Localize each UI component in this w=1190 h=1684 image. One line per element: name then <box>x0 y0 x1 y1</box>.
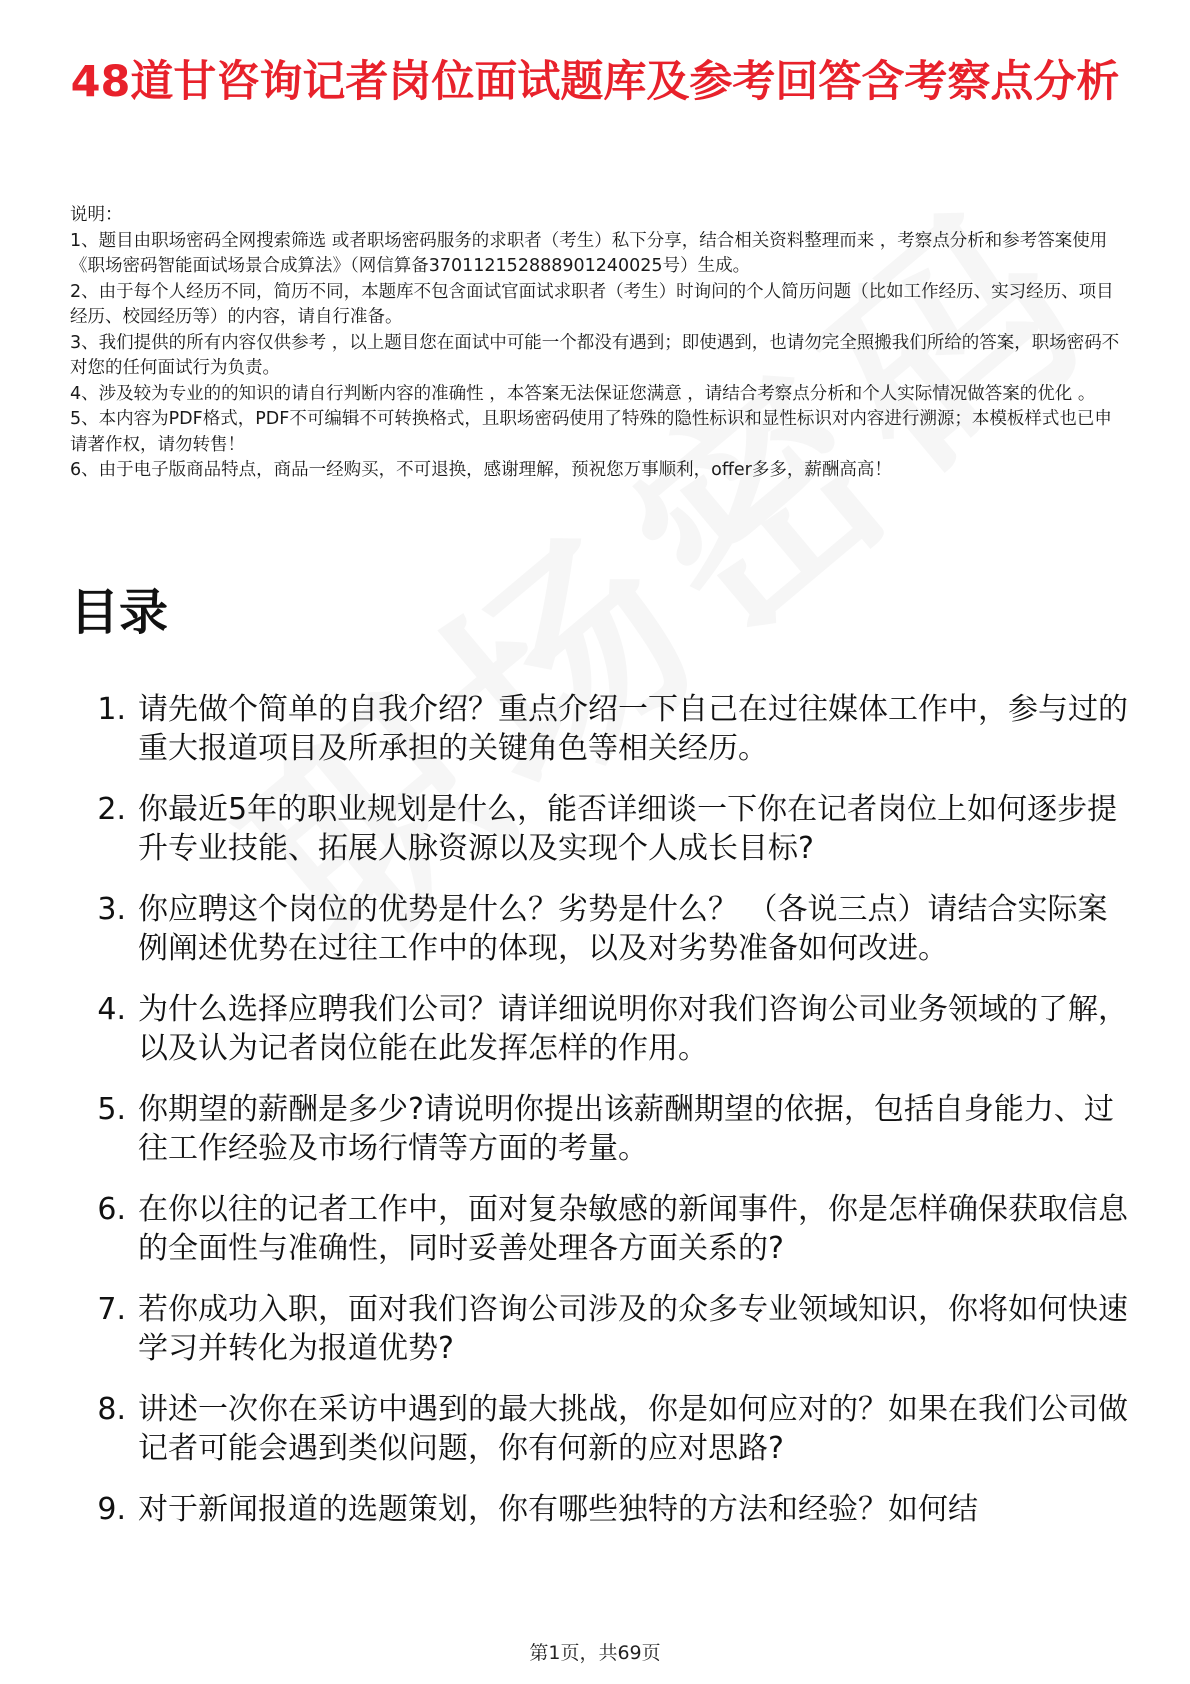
toc-item-text: 对于新闻报道的选题策划，你有哪些独特的方法和经验？如何结 <box>138 1492 978 1527</box>
toc-item-number: 1. <box>97 692 126 727</box>
notes-label: 说明： <box>70 205 123 225</box>
note-item: 5、本内容为PDF格式，PDF不可编辑不可转换格式，且职场密码使用了特殊的隐性标识和显性标识对内容进行溯源；本模板样式也已申请著作权，请勿转售！ <box>70 409 1112 455</box>
toc-item[interactable] <box>70 990 1130 1068</box>
page-title: 48道甘咨询记者岗位面试题库及参考回答含考察点分析 <box>70 57 1120 107</box>
note-item: 1、题目由职场密码全网搜索筛选 或者职场密码服务的求职者（考生）私下分享，结合相关资料整理而来 ，考察点分析和参考答案使用《职场密码智能面试场景合成算法》（网信算备370112152888901240025号）生成。 <box>70 230 1108 276</box>
toc-item-text: 在你以往的记者工作中，面对复杂敏感的新闻事件，你是怎样确保获取信息的全面性与准确性，同时妥善处理各方面关系的? <box>138 1192 1128 1266</box>
toc-item-text: 讲述一次你在采访中遇到的最大挑战，你是如何应对的？如果在我们公司做记者可能会遇到类似问题，你有何新的应对思路? <box>138 1392 1128 1466</box>
toc-item-text: 你最近5年的职业规划是什么，能否详细谈一下你在记者岗位上如何逐步提升专业技能、拓展人脉资源以及实现个人成长目标? <box>138 792 1118 866</box>
toc-item-text: 请先做个简单的自我介绍？重点介绍一下自己在过往媒体工作中，参与过的重大报道项目及所承担的关键角色等相关经历。 <box>138 692 1128 766</box>
toc-item[interactable] <box>70 1490 1130 1529</box>
toc-item-number: 2. <box>97 792 126 827</box>
page-footer: 第1页，共69页 <box>529 1642 661 1664</box>
toc-item[interactable] <box>70 790 1130 868</box>
toc-item-number: 8. <box>97 1392 126 1427</box>
toc-heading: 目录 <box>70 584 169 641</box>
toc-item-number: 3. <box>97 892 126 927</box>
note-item: 4、涉及较为专业的的知识的请自行判断内容的准确性 ，本答案无法保证您满意 ，请结合考察点分析和个人实际情况做答案的优化 。 <box>70 383 1096 404</box>
toc-item[interactable] <box>70 1090 1130 1168</box>
toc-item-number: 6. <box>97 1192 126 1227</box>
toc-item-number: 4. <box>97 992 126 1027</box>
toc-item[interactable] <box>70 690 1130 768</box>
note-item: 2、由于每个人经历不同，简历不同，本题库不包含面试官面试求职者（考生）时询问的个人简历问题（比如工作经历、实习经历、项目经历、校园经历等）的内容，请自行准备。 <box>70 281 1114 327</box>
toc-item-number: 9. <box>97 1492 126 1527</box>
toc-item-text: 为什么选择应聘我们公司？请详细说明你对我们咨询公司业务领域的了解，以及认为记者岗位能在此发挥怎样的作用。 <box>138 992 1128 1066</box>
toc-item[interactable] <box>70 1290 1130 1368</box>
toc-list <box>70 690 1130 1551</box>
toc-item-text: 若你成功入职，面对我们咨询公司涉及的众多专业领域知识，你将如何快速学习并转化为报道优势? <box>138 1292 1128 1366</box>
note-item: 3、我们提供的所有内容仅供参考 ，以上题目您在面试中可能一个都没有遇到；即使遇到，也请勿完全照搬我们所给的答案，职场密码不对您的任何面试行为负责。 <box>70 332 1120 378</box>
toc-item[interactable] <box>70 1390 1130 1468</box>
toc-item[interactable] <box>70 890 1130 968</box>
notes-section <box>70 203 1125 484</box>
toc-item-text: 你应聘这个岗位的优势是什么？劣势是什么？ （各说三点）请结合实际案例阐述优势在过往工作中的体现，以及对劣势准备如何改进。 <box>138 892 1108 966</box>
note-item: 6、由于电子版商品特点，商品一经购买，不可退换，感谢理解，预祝您万事顺利，offer多多，薪酬高高！ <box>70 460 892 480</box>
toc-item[interactable] <box>70 1190 1130 1268</box>
toc-item-number: 7. <box>97 1292 126 1327</box>
toc-item-text: 你期望的薪酬是多少?请说明你提出该薪酬期望的依据，包括自身能力、过往工作经验及市场行情等方面的考量。 <box>138 1092 1114 1166</box>
toc-item-number: 5. <box>97 1092 126 1127</box>
